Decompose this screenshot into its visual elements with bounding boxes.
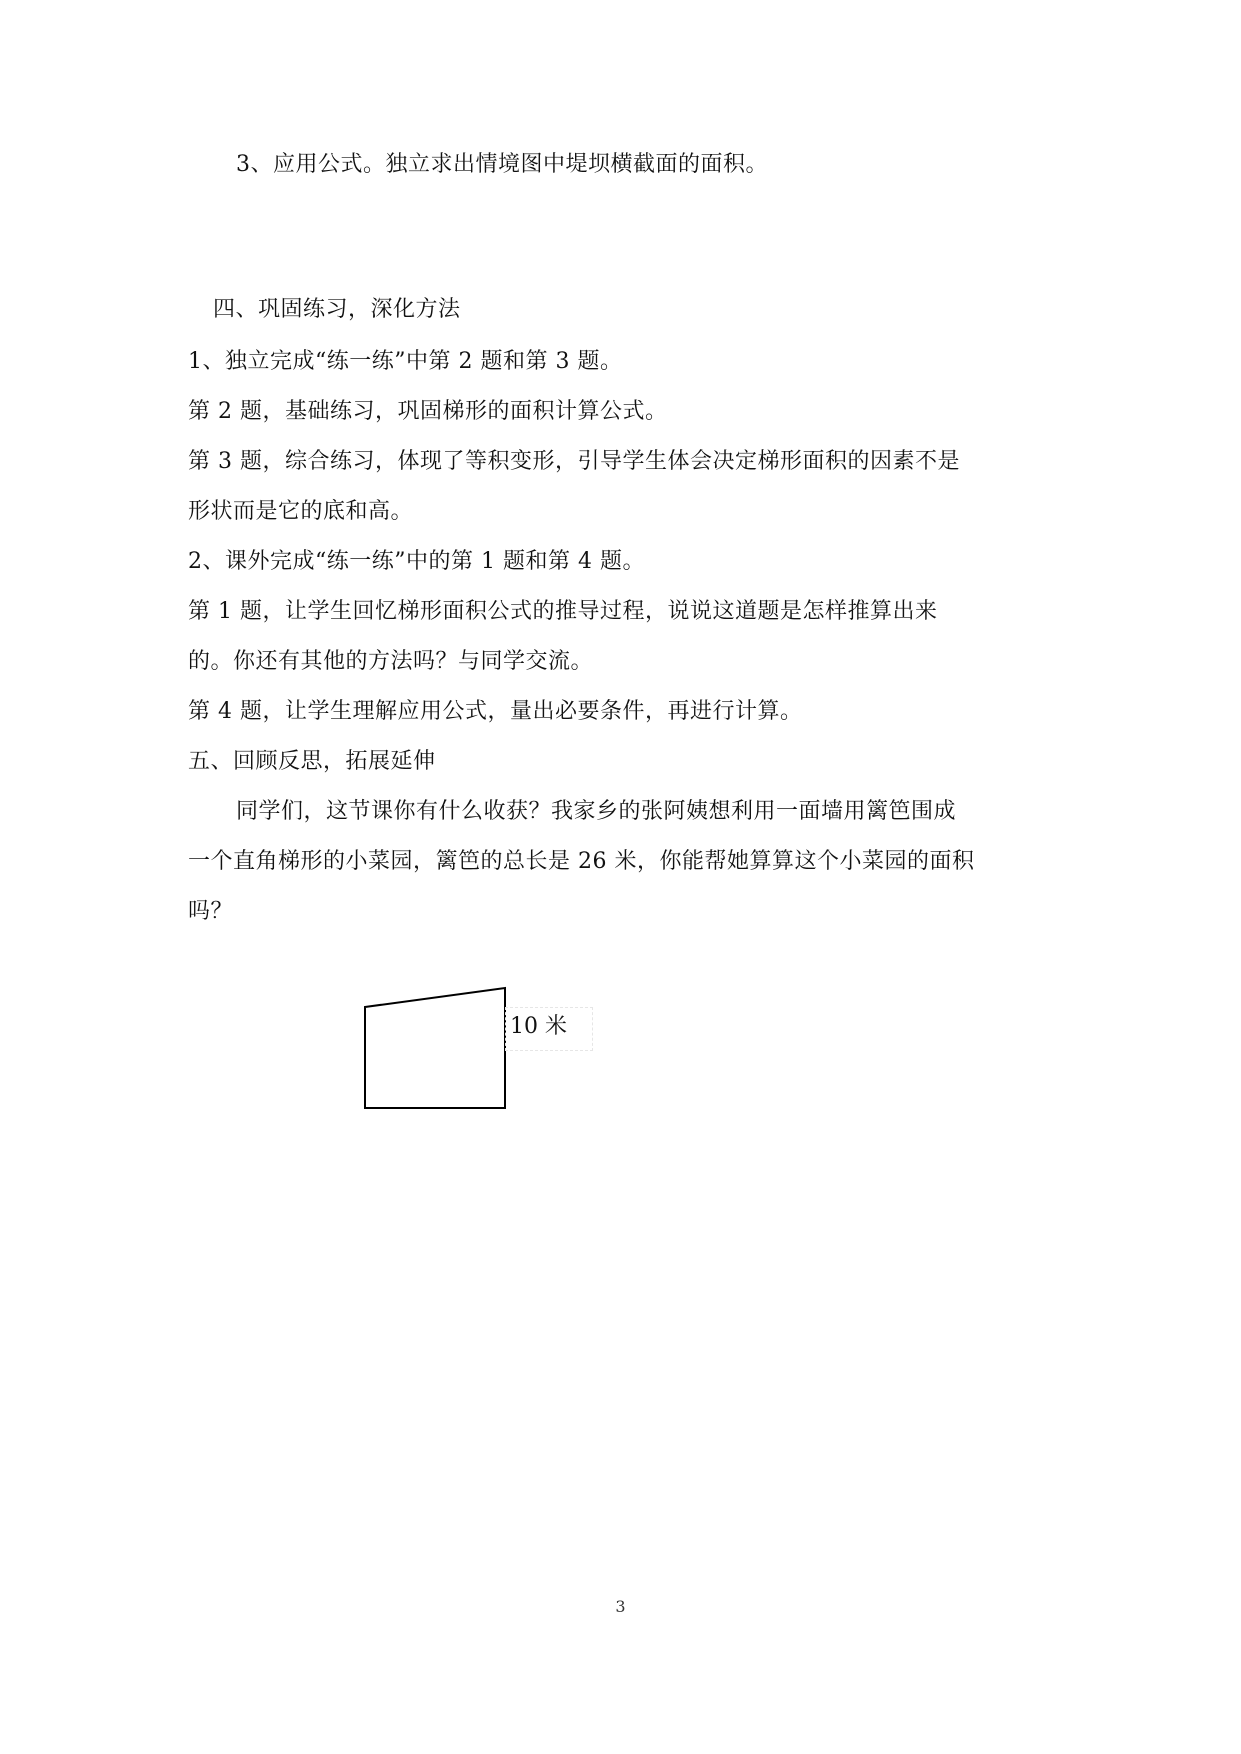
section-heading-review: 五、回顾反思，拓展延伸 — [188, 749, 436, 774]
text-line-question-2: 第 2 题，基础练习，巩固梯形的面积计算公式。 — [188, 399, 668, 424]
text-line-question-4: 第 4 题，让学生理解应用公式，量出必要条件，再进行计算。 — [188, 699, 803, 724]
text-line-question-3-cont: 形状而是它的底和高。 — [188, 499, 414, 524]
page-number: 3 — [615, 1597, 626, 1616]
text-line-question-1-cont: 的。你还有其他的方法吗？与同学交流。 — [188, 649, 594, 674]
text-line-question-1: 第 1 题，让学生回忆梯形面积公式的推导过程，说说这道题是怎样推算出来 — [188, 599, 938, 624]
text-line-practice-2: 2、课外完成“练一练”中的第 1 题和第 4 题。 — [188, 549, 645, 574]
section-heading-practice: 四、巩固练习，深化方法 — [213, 297, 461, 322]
text-line-question-3: 第 3 题，综合练习，体现了等积变形，引导学生体会决定梯形面积的因素不是 — [188, 449, 960, 474]
text-line-review-2: 一个直角梯形的小菜园，篱笆的总长是 26 米，你能帮她算算这个小菜园的面积 — [188, 849, 975, 874]
text-line-apply-formula: 3、应用公式。独立求出情境图中堤坝横截面的面积。 — [236, 152, 768, 177]
text-line-practice-1: 1、独立完成“练一练”中第 2 题和第 3 题。 — [188, 349, 623, 374]
text-line-review-1: 同学们，这节课你有什么收获？我家乡的张阿姨想利用一面墙用篱笆围成 — [236, 799, 957, 824]
figure-height-label: 10 米 — [510, 1014, 567, 1039]
trapezoid-shape — [365, 988, 505, 1108]
text-line-review-3: 吗？ — [188, 899, 234, 924]
